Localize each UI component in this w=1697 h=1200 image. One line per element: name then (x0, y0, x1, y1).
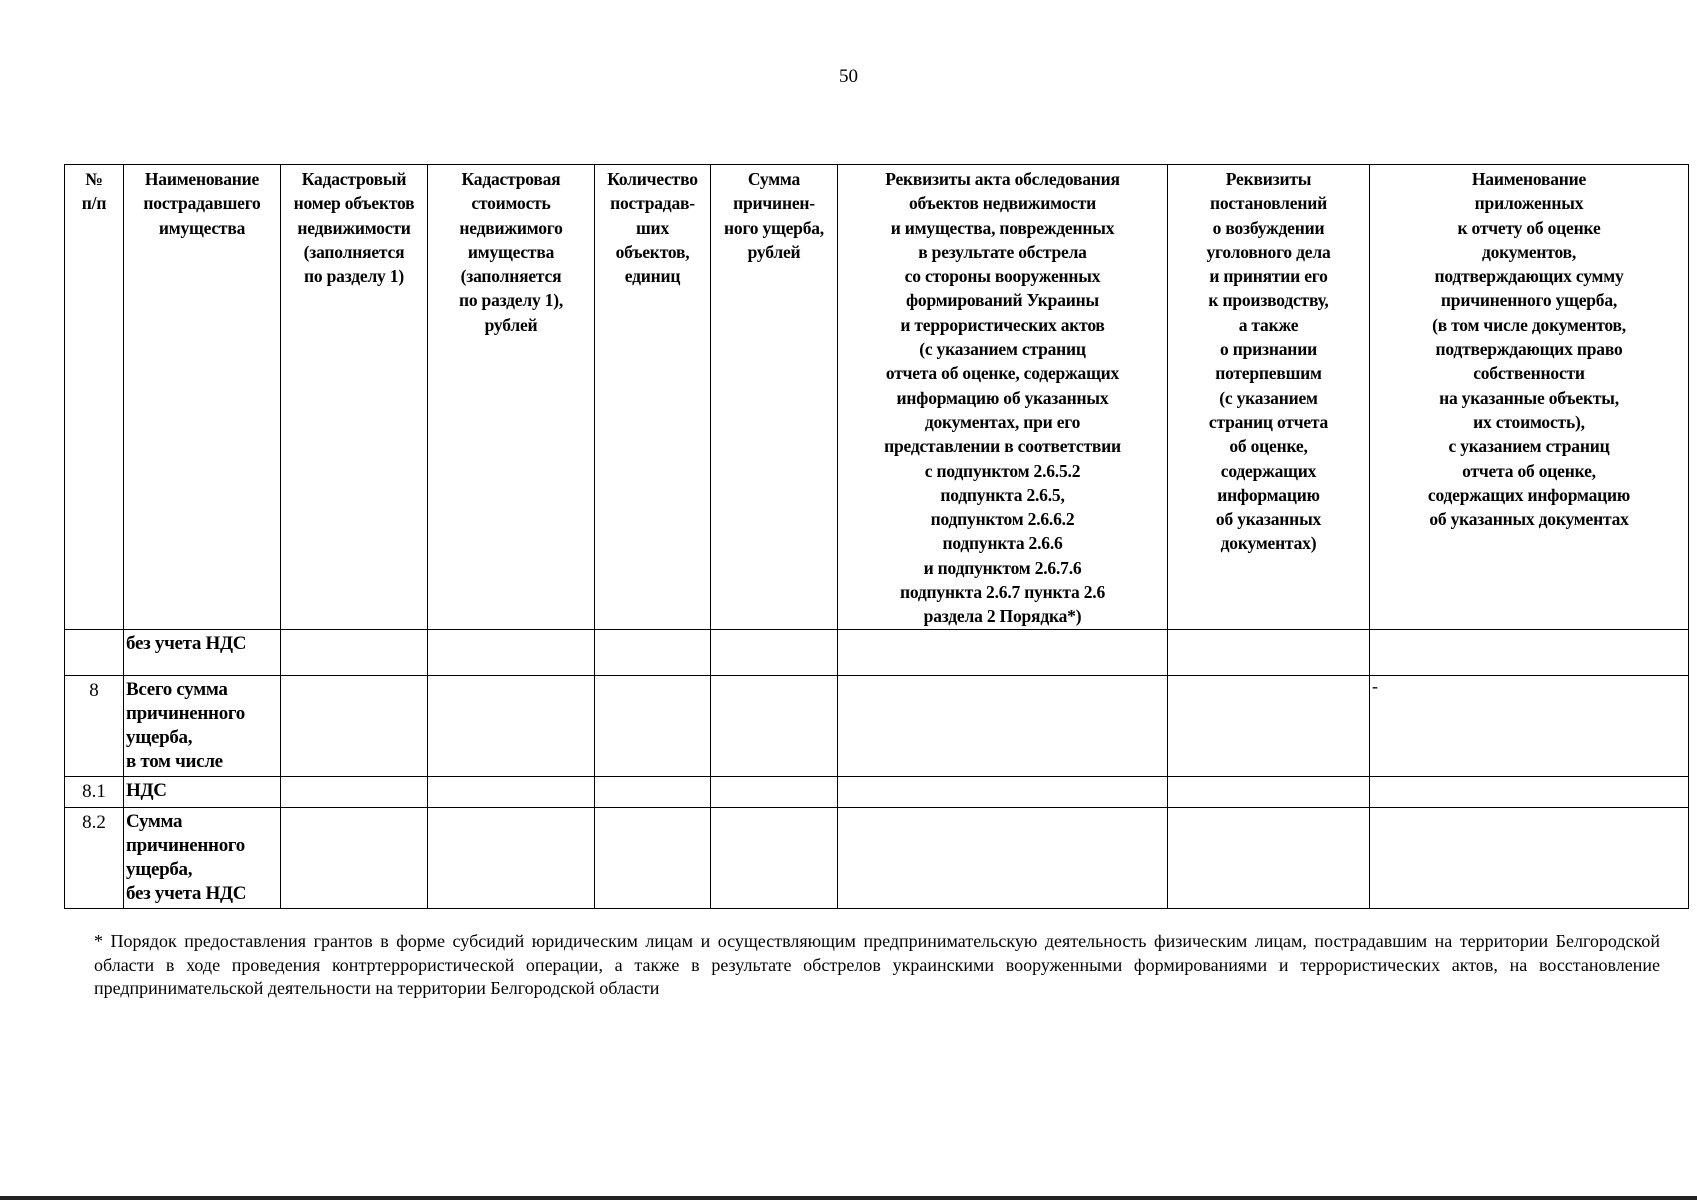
table-row (65, 776, 1689, 807)
row-name: Всего сумма причиненного ущерба, в том числе (124, 675, 281, 776)
table-cell (595, 675, 711, 776)
header-attached-documents: Наименование приложенных к отчету об оценке документов, подтверждающих сумму причиненного ущерба, (в том числе документов, подтверждающих право собственности на указанные объекты, их стоимость), с указанием страниц отчета об оценке, содержащих информацию об указанных документах (1370, 165, 1689, 630)
table-cell (281, 629, 428, 675)
table-header-row (65, 165, 1689, 630)
header-property-name: Наименование пострадавшего имущества (124, 165, 281, 630)
header-cadastral-number: Кадастровый номер объектов недвижимости (заполняется по разделу 1) (281, 165, 428, 630)
page-bottom-edge (0, 1196, 1697, 1200)
table-row (65, 629, 1689, 675)
table-cell (595, 629, 711, 675)
damage-table (64, 164, 1689, 909)
table-cell (711, 776, 838, 807)
row-number: 8.2 (65, 807, 124, 908)
table-cell (1168, 807, 1370, 908)
row-number (65, 629, 124, 675)
table-cell (1168, 776, 1370, 807)
table-row (65, 675, 1689, 776)
table-cell (428, 675, 595, 776)
page-number: 50 (839, 66, 858, 87)
table-cell (711, 629, 838, 675)
header-object-count: Количество пострадав- ших объектов, единиц (595, 165, 711, 630)
table-row (65, 807, 1689, 908)
header-criminal-case: Реквизиты постановлений о возбуждении уголовного дела и принятии его к производству, а также о признании потерпевшим (с указанием страниц отчета об оценке, содержащих информацию об указанных документах) (1168, 165, 1370, 630)
table-cell (595, 776, 711, 807)
table-cell (595, 807, 711, 908)
footnote (94, 930, 1660, 1001)
row-name: НДС (124, 776, 281, 807)
table-cell (711, 675, 838, 776)
table-cell (281, 807, 428, 908)
table-cell (838, 776, 1168, 807)
row-name: Сумма причиненного ущерба, без учета НДС (124, 807, 281, 908)
header-inspection-act: Реквизиты акта обследования объектов недвижимости и имущества, поврежденных в результате обстрела со стороны вооруженных формирований Украины и террористических актов (с указанием страниц отчета об оценке, содержащих информацию об указанных документах, при его представлении в соответствии с подпунктом 2.6.5.2 подпункта 2.6.5, подпунктом 2.6.6.2 подпункта 2.6.6 и подпунктом 2.6.7.6 подпункта 2.6.7 пункта 2.6 раздела 2 Порядка*) (838, 165, 1168, 630)
table-cell (838, 629, 1168, 675)
footnote-text: Порядок предоставления грантов в форме субсидий юридическим лицам и осуществляющим предпринимательскую деятельность физическим лицам, пострадавшим на территории Белгородской области в ходе проведения контртеррористической операции, а также в результате обстрелов украинскими вооруженными формированиями и террористических актов, на восстановление предпринимательской деятельности на территории Белгородской области (94, 931, 1660, 998)
table-cell (1168, 629, 1370, 675)
row-number: 8 (65, 675, 124, 776)
table-cell (838, 807, 1168, 908)
row-number: 8.1 (65, 776, 124, 807)
table-cell (281, 776, 428, 807)
dash-mark: - (1372, 675, 1378, 696)
table-cell (1168, 675, 1370, 776)
table-cell (428, 629, 595, 675)
table-cell (1370, 675, 1689, 776)
row-name: без учета НДС (124, 629, 281, 675)
header-number: № п/п (65, 165, 124, 630)
table-cell (281, 675, 428, 776)
table-cell (428, 807, 595, 908)
footnote-mark: * (94, 931, 103, 951)
header-damage-sum: Сумма причинен- ного ущерба, рублей (711, 165, 838, 630)
table-cell (1370, 776, 1689, 807)
table-cell (1370, 629, 1689, 675)
table-cell (1370, 807, 1689, 908)
header-cadastral-value: Кадастровая стоимость недвижимого имущества (заполняется по разделу 1), рублей (428, 165, 595, 630)
table-cell (838, 675, 1168, 776)
table-cell (711, 807, 838, 908)
table-cell (428, 776, 595, 807)
